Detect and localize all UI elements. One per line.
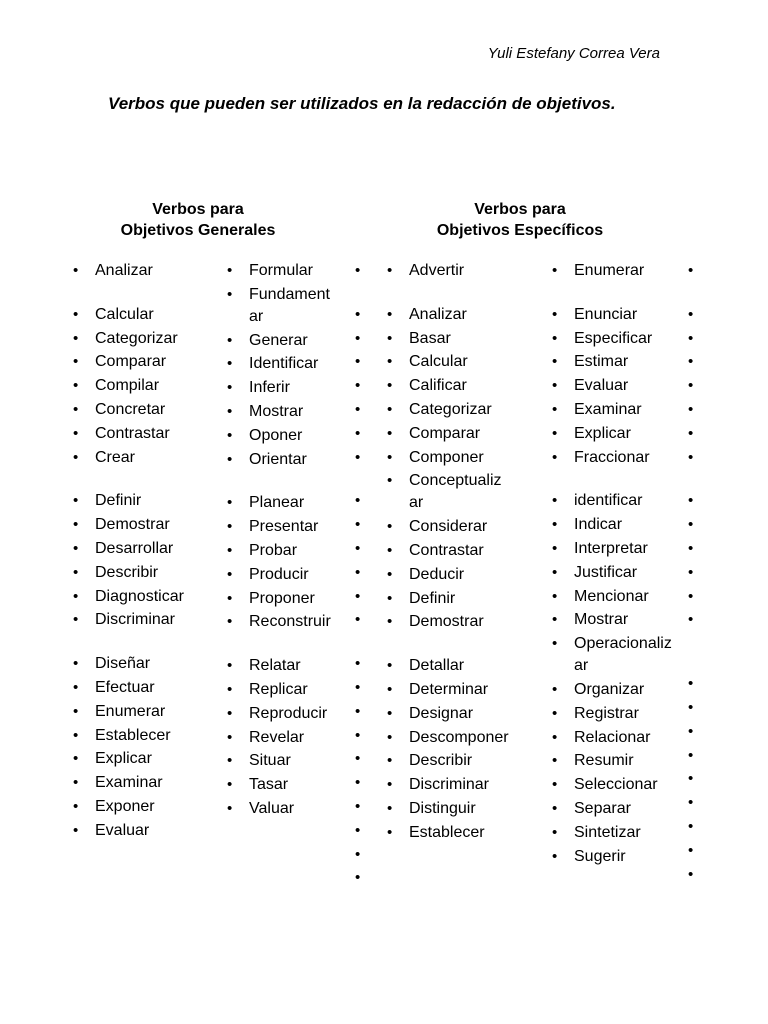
- list-item: • Replicar: [227, 679, 347, 701]
- list-item: • Fraccionar: [552, 447, 677, 469]
- list-item: • Separar: [552, 798, 677, 820]
- list-item: • Valuar: [227, 798, 347, 820]
- list-item: • Efectuar: [73, 677, 213, 699]
- list-item: • Situar: [227, 750, 347, 772]
- list-item: • Considerar: [387, 516, 517, 538]
- list-item: • Componer: [387, 447, 517, 469]
- list-item: • Proponer: [227, 588, 347, 610]
- especificos-list-1: [387, 260, 517, 846]
- list-item: • Concretar: [73, 399, 213, 421]
- list-item: • Discriminar: [387, 774, 517, 796]
- list-item: • Exponer: [73, 796, 213, 818]
- list-item: • Enumerar: [552, 260, 677, 282]
- empty-bullet: •: [688, 516, 694, 534]
- list-item: • Evaluar: [552, 375, 677, 397]
- empty-bullet: •: [355, 424, 361, 442]
- empty-bullet: •: [355, 797, 361, 815]
- list-item: • Describir: [73, 562, 213, 584]
- empty-bullet: •: [688, 841, 694, 859]
- empty-bullet: •: [355, 821, 361, 839]
- empty-bullet: •: [355, 726, 361, 744]
- empty-bullet: •: [355, 587, 361, 605]
- empty-bullet: •: [688, 698, 694, 716]
- list-item: • Relacionar: [552, 727, 677, 749]
- list-item: • Fundament ar: [227, 284, 347, 328]
- list-item: • Designar: [387, 703, 517, 725]
- list-item: • Registrar: [552, 703, 677, 725]
- empty-bullet: •: [688, 400, 694, 418]
- list-gap: [355, 633, 360, 653]
- list-item: • Reproducir: [227, 703, 347, 725]
- list-gap: [688, 284, 693, 304]
- list-item: • Calcular: [73, 304, 213, 326]
- list-item: • Justificar: [552, 562, 677, 584]
- empty-bullet: •: [688, 539, 694, 557]
- empty-bullet: •: [355, 492, 361, 510]
- list-item: • Identificar: [227, 353, 347, 375]
- empty-bullet: •: [355, 539, 361, 557]
- empty-bullet: •: [355, 353, 361, 371]
- list-item: • Diagnosticar: [73, 586, 213, 608]
- heading-especificos: [420, 199, 620, 241]
- empty-bullet: •: [688, 770, 694, 788]
- list-item: • Indicar: [552, 514, 677, 536]
- list-item: • Organizar: [552, 679, 677, 701]
- empty-bullet: •: [688, 492, 694, 510]
- list-item: • Revelar: [227, 727, 347, 749]
- empty-bullet: •: [355, 655, 361, 673]
- list-item: • Contrastar: [73, 423, 213, 445]
- list-item: • Establecer: [73, 725, 213, 747]
- empty-bullet: •: [355, 750, 361, 768]
- list-item: • Sugerir: [552, 846, 677, 868]
- list-item: • Interpretar: [552, 538, 677, 560]
- empty-bullet: •: [355, 262, 361, 279]
- empty-bullet: •: [355, 400, 361, 418]
- list-item: • Contrastar: [387, 540, 517, 562]
- list-gap: [552, 284, 677, 304]
- list-item: • Calcular: [387, 351, 517, 373]
- empty-bullet: •: [688, 794, 694, 812]
- list-item: • Probar: [227, 540, 347, 562]
- list-item: • Mencionar: [552, 586, 677, 608]
- heading-generales-line2: Objetivos Generales: [120, 222, 276, 239]
- empty-bullets-1: [355, 260, 360, 891]
- list-item: • Evaluar: [73, 820, 213, 842]
- list-item: • Crear: [73, 447, 213, 469]
- list-item: • Detallar: [387, 655, 517, 677]
- list-item: • Orientar: [227, 449, 347, 471]
- list-item: • Diseñar: [73, 653, 213, 675]
- list-item: • Producir: [227, 564, 347, 586]
- list-item: • Analizar: [73, 260, 213, 282]
- list-gap: [227, 635, 347, 655]
- list-item: • Examinar: [73, 772, 213, 794]
- list-item: • Deducir: [387, 564, 517, 586]
- list-item: • Planear: [227, 492, 347, 514]
- empty-bullet: •: [688, 611, 694, 629]
- empty-bullet: •: [355, 448, 361, 466]
- list-gap: [688, 653, 693, 673]
- list-item: • Enumerar: [73, 701, 213, 723]
- empty-bullet: •: [355, 774, 361, 792]
- list-item: • Determinar: [387, 679, 517, 701]
- list-item: • Reconstruir: [227, 611, 347, 633]
- list-item: • Descomponer: [387, 727, 517, 749]
- list-item: • Demostrar: [73, 514, 213, 536]
- list-gap: [552, 470, 677, 490]
- heading-generales: [108, 199, 288, 241]
- heading-generales-line1: Verbos para: [152, 201, 244, 218]
- list-item: • Examinar: [552, 399, 677, 421]
- list-item: • Mostrar: [227, 401, 347, 423]
- list-item: • Establecer: [387, 822, 517, 844]
- list-item: • Presentar: [227, 516, 347, 538]
- empty-bullet: •: [688, 262, 694, 279]
- list-item: • Explicar: [552, 423, 677, 445]
- list-item: • Mostrar: [552, 609, 677, 631]
- list-item: • Explicar: [73, 748, 213, 770]
- list-item: • Advertir: [387, 260, 517, 282]
- empty-bullets-2: [688, 260, 693, 887]
- list-item: • Describir: [387, 750, 517, 772]
- list-item: • Discriminar: [73, 609, 213, 631]
- especificos-list-2: [552, 260, 677, 869]
- list-item: • Seleccionar: [552, 774, 677, 796]
- empty-bullet: •: [355, 678, 361, 696]
- list-item: • Basar: [387, 328, 517, 350]
- empty-bullet: •: [688, 353, 694, 371]
- empty-bullet: •: [355, 702, 361, 720]
- list-item: • Definir: [73, 490, 213, 512]
- list-item: • Comparar: [73, 351, 213, 373]
- heading-especificos-line2: Objetivos Específicos: [436, 222, 604, 239]
- list-gap: [227, 472, 347, 492]
- empty-bullet: •: [688, 448, 694, 466]
- list-gap: [355, 284, 360, 304]
- empty-bullet: •: [355, 611, 361, 629]
- list-item: • Calificar: [387, 375, 517, 397]
- empty-bullet: •: [355, 329, 361, 347]
- empty-bullet: •: [688, 675, 694, 693]
- empty-bullet: •: [688, 377, 694, 395]
- list-item: • Sintetizar: [552, 822, 677, 844]
- empty-bullet: •: [355, 516, 361, 534]
- list-item: • Distinguir: [387, 798, 517, 820]
- empty-bullet: •: [688, 563, 694, 581]
- empty-bullet: •: [355, 563, 361, 581]
- list-gap: [387, 284, 517, 304]
- empty-bullet: •: [688, 329, 694, 347]
- list-item: • Compilar: [73, 375, 213, 397]
- empty-bullet: •: [688, 722, 694, 740]
- list-item: • Analizar: [387, 304, 517, 326]
- list-item: • Tasar: [227, 774, 347, 796]
- list-gap: [73, 633, 213, 653]
- list-gap: [688, 633, 693, 653]
- list-item: • Oponer: [227, 425, 347, 447]
- heading-especificos-line1: Verbos para: [474, 201, 566, 218]
- list-gap: [73, 284, 213, 304]
- list-gap: [387, 635, 517, 655]
- empty-bullet: •: [688, 817, 694, 835]
- list-gap: [355, 470, 360, 490]
- empty-bullet: •: [355, 377, 361, 395]
- list-item: • Inferir: [227, 377, 347, 399]
- list-item: • Relatar: [227, 655, 347, 677]
- empty-bullet: •: [688, 305, 694, 323]
- list-gap: [73, 470, 213, 490]
- list-item: • Categorizar: [73, 328, 213, 350]
- empty-bullet: •: [688, 587, 694, 605]
- list-item: • Formular: [227, 260, 347, 282]
- generales-list-2: [227, 260, 347, 822]
- empty-bullet: •: [355, 845, 361, 863]
- empty-bullet: •: [688, 865, 694, 883]
- empty-bullet: •: [355, 869, 361, 887]
- generales-list-1: [73, 260, 213, 844]
- author-name: Yuli Estefany Correa Vera: [487, 45, 660, 62]
- list-item: • Generar: [227, 330, 347, 352]
- empty-bullet: •: [355, 305, 361, 323]
- list-item: • Desarrollar: [73, 538, 213, 560]
- list-item: • Especificar: [552, 328, 677, 350]
- list-item: • Demostrar: [387, 611, 517, 633]
- list-gap: [688, 470, 693, 490]
- list-item: • Estimar: [552, 351, 677, 373]
- list-item: • identificar: [552, 490, 677, 512]
- empty-bullet: •: [688, 424, 694, 442]
- empty-bullet: •: [688, 746, 694, 764]
- list-item: • Categorizar: [387, 399, 517, 421]
- document-title: Verbos que pueden ser utilizados en la redacción de objetivos.: [108, 94, 616, 113]
- list-item: • Definir: [387, 588, 517, 610]
- list-item: • Comparar: [387, 423, 517, 445]
- list-item: • Resumir: [552, 750, 677, 772]
- list-item: • Conceptualiz ar: [387, 470, 517, 514]
- list-item: • Enunciar: [552, 304, 677, 326]
- list-item: • Operacionaliz ar: [552, 633, 677, 677]
